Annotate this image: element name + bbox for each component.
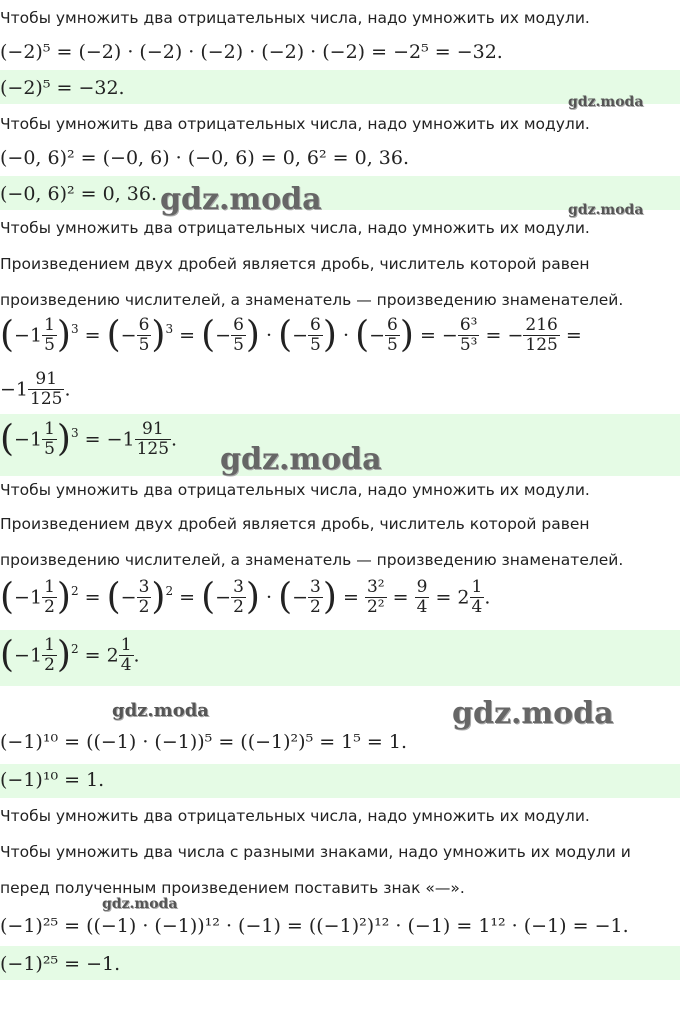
rule-text: Произведением двух дробей является дробь, числитель которой равен (0, 255, 590, 273)
watermark: gdz.moda (568, 94, 644, 110)
rule-text: произведению числителей, а знаменатель — произведению знаменателей. (0, 551, 624, 569)
watermark: gdz.moda (112, 700, 209, 721)
rule-text: Чтобы умножить два числа с разными знаками, надо умножить их модули и (0, 843, 631, 861)
math-answer: (−0, 6)² = 0, 36. (0, 183, 158, 205)
math-answer: (−1 $\frac{1}{2}$ )$^2$ = 2 $\frac{1}{4}$ . (0, 634, 140, 676)
math-expression: −1 $\frac{91}{125}$ . (0, 369, 71, 409)
math-expression: (−1)¹⁰ = ((−1) · (−1))⁵ = ((−1)²)⁵ = 1⁵ = 1. (0, 731, 408, 753)
math-expression: (−1 $\frac{1}{2}$ )$^2$ = (− $\frac{3}{2}$ )$^2$ = (− $\frac{3}{2}$ ) · (− $\frac{3}{2}$ ) = $\frac{\text{3²}}{\text{2²}}$ = $\frac{9}{4}$ = 2 $\frac{1}{4}$ . (0, 576, 491, 618)
watermark: gdz.moda (568, 202, 644, 218)
watermark: gdz.moda (160, 182, 322, 217)
math-expression: (−0, 6)² = (−0, 6) · (−0, 6) = 0, 6² = 0, 36. (0, 147, 409, 169)
rule-text: произведению числителей, а знаменатель — произведению знаменателей. (0, 291, 624, 309)
rule-text: Чтобы умножить два отрицательных числа, надо умножить их модули. (0, 219, 590, 237)
math-answer: (−1 $\frac{1}{5}$ )$^3$ = −1 $\frac{91}{125}$ . (0, 418, 178, 460)
math-expression: (−2)⁵ = (−2) · (−2) · (−2) · (−2) · (−2) = −2⁵ = −32. (0, 41, 503, 63)
rule-text: Чтобы умножить два отрицательных числа, надо умножить их модули. (0, 807, 590, 825)
rule-text: перед полученным произведением поставить знак «—». (0, 879, 465, 897)
rule-text: Чтобы умножить два отрицательных числа, надо умножить их модули. (0, 481, 590, 499)
math-answer: (−2)⁵ = −32. (0, 77, 125, 99)
watermark: gdz.moda (220, 442, 382, 477)
math-expression: (−1 $\frac{1}{5}$ )$^3$ = (− $\frac{6}{5}$ )$^3$ = (− $\frac{6}{5}$ ) · (− $\frac{6}{5}$ ) · (− $\frac{6}{5}$ ) = − $\frac{\text{6³}}{\text{5³}}$ = − $\frac{216}{125}$ = (0, 314, 582, 356)
math-answer: (−1)¹⁰ = 1. (0, 769, 105, 791)
math-answer: (−1)²⁵ = −1. (0, 953, 121, 975)
rule-text: Чтобы умножить два отрицательных числа, надо умножить их модули. (0, 9, 590, 27)
watermark: gdz.moda (452, 696, 614, 731)
rule-text: Чтобы умножить два отрицательных числа, надо умножить их модули. (0, 115, 590, 133)
math-expression: (−1)²⁵ = ((−1) · (−1))¹² · (−1) = ((−1)²)¹² · (−1) = 1¹² · (−1) = −1. (0, 915, 629, 937)
rule-text: Произведением двух дробей является дробь, числитель которой равен (0, 515, 590, 533)
watermark: gdz.moda (102, 896, 178, 912)
